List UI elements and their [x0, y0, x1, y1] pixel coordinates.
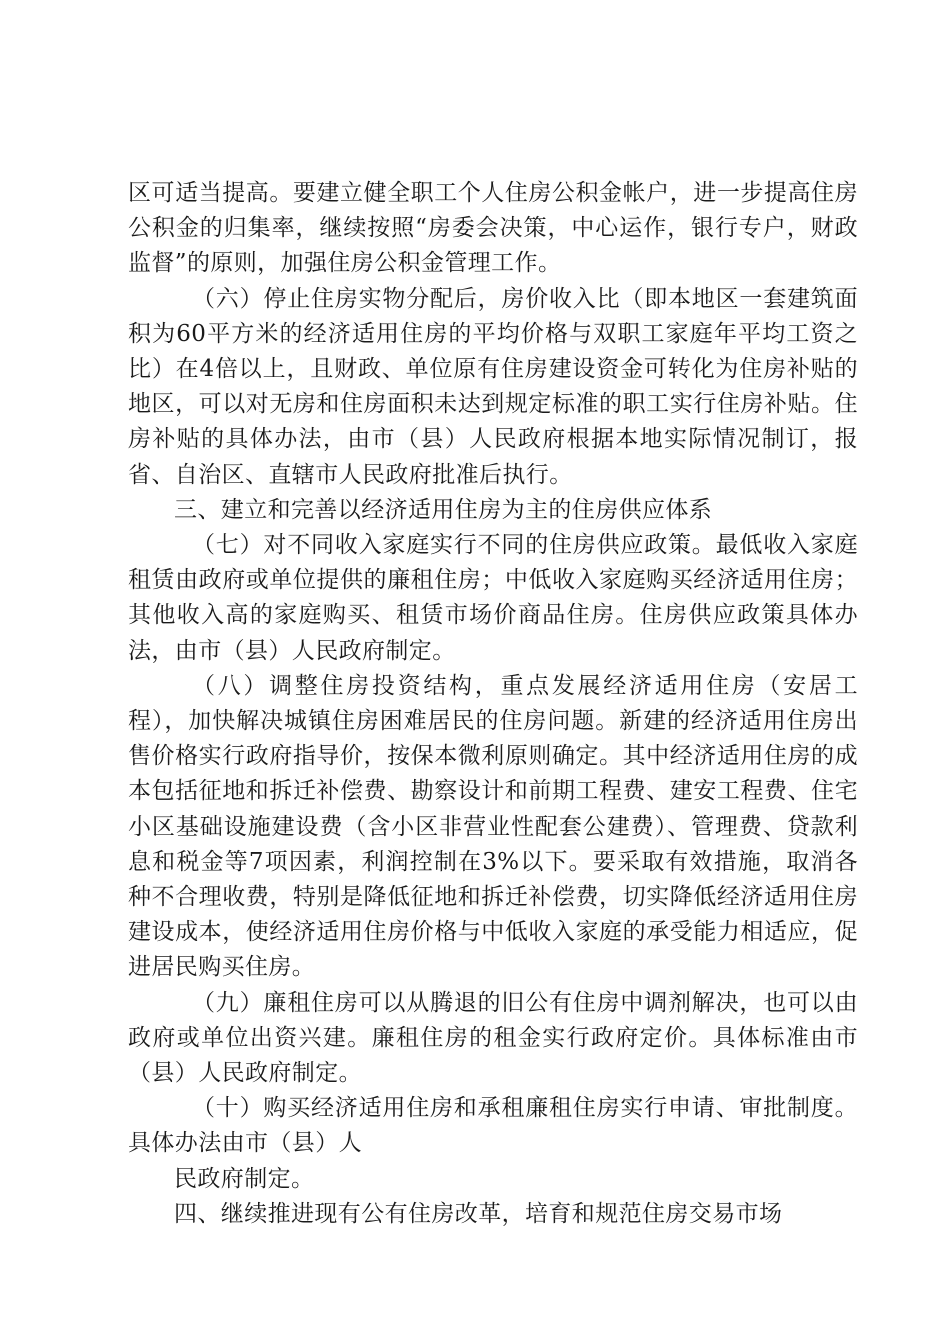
paragraph-item-8: （八）调整住房投资结构，重点发展经济适用住房（安居工程），加快解决城镇住房困难居民的住房问题。新建的经济适用住房出售价格实行政府指导价，按保本微利原则确定。其中经济适用住房的成本包括征地和拆迁补偿费、勘察设计和前期工程费、建安工程费、住宅小区基础设施建设费（含小区非营业性配套公建费）、管理费、贷款利息和税金等7项因素，利润控制在3%以下。要采取有效措施，取消各种不合理收费，特别是降低征地和拆迁补偿费，切实降低经济适用住房建设成本，使经济适用住房价格与中低收入家庭的承受能力相适应，促进居民购买住房。 — [128, 672, 858, 981]
paragraph-item-7: （七）对不同收入家庭实行不同的住房供应政策。最低收入家庭租赁由政府或单位提供的廉租住房；中低收入家庭购买经济适用住房；其他收入高的家庭购买、租赁市场价商品住房。住房供应政策具体办法，由市（县）人民政府制定。 — [128, 532, 858, 664]
paragraph-item-9: （九）廉租住房可以从腾退的旧公有住房中调剂解决，也可以由政府或单位出资兴建。廉租住房的租金实行政府定价。具体标准由市（县）人民政府制定。 — [128, 989, 858, 1087]
section-heading-3: 三、建立和完善以经济适用住房为主的住房供应体系 — [174, 496, 713, 523]
section-heading-4: 四、继续推进现有公有住房改革，培育和规范住房交易市场 — [174, 1200, 783, 1227]
paragraph-item-6: （六）停止住房实物分配后，房价收入比（即本地区一套建筑面积为60平方米的经济适用住房的平均价格与双职工家庭年平均工资之比）在4倍以上，且财政、单位原有住房建设资金可转化为住房补贴的地区，可以对无房和住房面积未达到规定标准的职工实行住房补贴。住房补贴的具体办法，由市（县）人民政府根据本地实际情况制订，报省、自治区、直辖市人民政府批准后执行。 — [128, 285, 858, 488]
paragraph-item-10: （十）购买经济适用住房和承租廉租住房实行申请、审批制度。具体办法由市（县）人 — [128, 1095, 858, 1157]
paragraph-item-10-continued: 民政府制定。 — [174, 1165, 315, 1192]
document-body — [128, 176, 858, 1232]
paragraph-housing-fund: 区可适当提高。要建立健全职工个人住房公积金帐户，进一步提高住房公积金的归集率，继续按照“房委会决策，中心运作，银行专户，财政监督”的原则，加强住房公积金管理工作。 — [128, 180, 858, 277]
